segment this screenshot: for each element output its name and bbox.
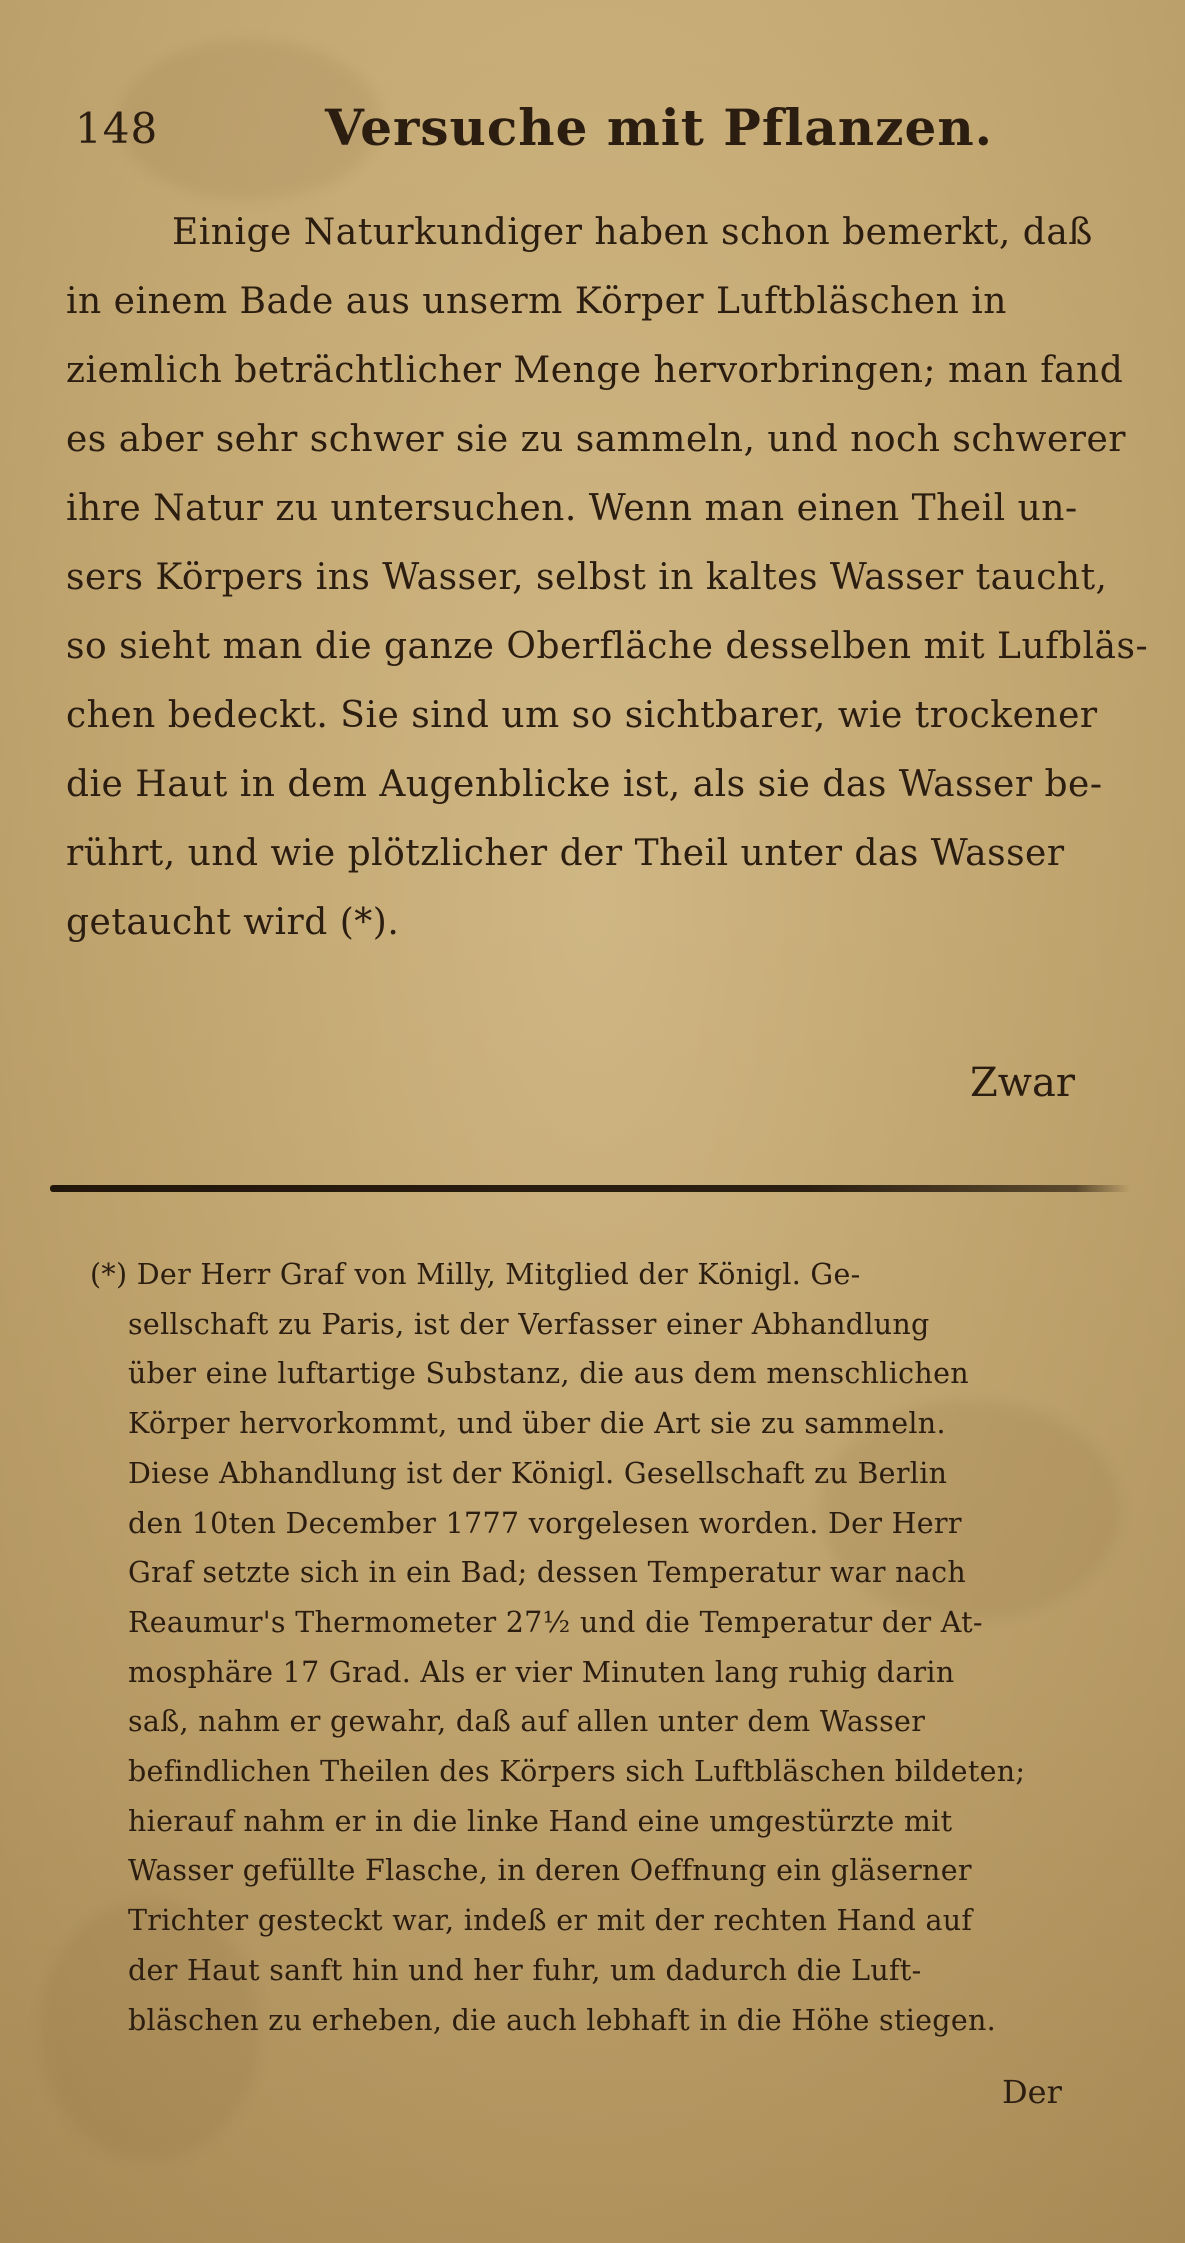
footnote-line: Diese Abhandlung ist der Königl. Gesellschaft zu Berlin	[128, 1456, 948, 1490]
footnote-line: saß, nahm er gewahr, daß auf allen unter dem Wasser	[128, 1705, 926, 1739]
text-line: chen bedeckt. Sie sind um so sichtbarer, wie trockener	[66, 695, 1098, 736]
footnote-line: mosphäre 17 Grad. Als er vier Minuten lang ruhig darin	[128, 1655, 955, 1689]
running-title: Versuche mit Pflanzen.	[325, 98, 994, 157]
footnote-catchword: Der	[1002, 2073, 1062, 2111]
footnote-line: Wasser gefüllte Flasche, in deren Oeffnung ein gläserner	[128, 1854, 972, 1888]
footnote-line: (*) Der Herr Graf von Milly, Mitglied der Königl. Ge-	[90, 1258, 861, 1291]
text-line: die Haut in dem Augenblicke ist, als sie das Wasser be-	[66, 764, 1103, 805]
page-header	[75, 98, 1115, 168]
text-line: es aber sehr schwer sie zu sammeln, und noch schwerer	[66, 419, 1127, 460]
page-number: 148	[75, 104, 159, 153]
footnote-line: über eine luftartige Substanz, die aus dem menschlichen	[128, 1357, 969, 1391]
text-line: ziemlich beträchtlicher Menge hervorbringen; man fand	[66, 350, 1124, 391]
text-line: Einige Naturkundiger haben schon bemerkt, daß	[172, 212, 1093, 253]
footnote-line: bläschen zu erheben, die auch lebhaft in die Höhe stiegen.	[128, 2003, 997, 2037]
footnote-line: befindlichen Theilen des Körpers sich Luftbläschen bildeten;	[128, 1755, 1026, 1789]
text-line: rührt, und wie plötzlicher der Theil unter das Wasser	[66, 833, 1065, 874]
main-paragraph	[66, 198, 1166, 957]
footnote-line: der Haut sanft hin und her fuhr, um dadurch die Luft-	[128, 1953, 922, 1987]
footnote-line: sellschaft zu Paris, ist der Verfasser einer Abhandlung	[128, 1307, 930, 1341]
footnote-line: Graf setzte sich in ein Bad; dessen Temperatur war nach	[128, 1556, 966, 1590]
text-line: getaucht wird (*).	[66, 902, 400, 943]
footnote-line: Trichter gesteckt war, indeß er mit der rechten Hand auf	[128, 1904, 973, 1938]
text-line: ihre Natur zu untersuchen. Wenn man einen Theil un-	[66, 488, 1078, 529]
catchword: Zwar	[970, 1060, 1075, 1106]
footnote-line: hierauf nahm er in die linke Hand eine umgestürzte mit	[128, 1804, 953, 1838]
text-line: so sieht man die ganze Oberfläche desselben mit Lufbläs-	[66, 626, 1149, 667]
text-line: sers Körpers ins Wasser, selbst in kaltes Wasser taucht,	[66, 557, 1108, 598]
footnote-separator-rule	[50, 1185, 1130, 1192]
footnote-line: Körper hervorkommt, und über die Art sie zu sammeln.	[128, 1407, 946, 1441]
footnote	[90, 1250, 1170, 2045]
text-line: in einem Bade aus unserm Körper Luftbläschen in	[66, 281, 1007, 322]
footnote-line: den 10ten December 1777 vorgelesen worden. Der Herr	[128, 1506, 962, 1540]
footnote-line: Reaumur's Thermometer 27½ und die Temperatur der At-	[128, 1605, 983, 1639]
